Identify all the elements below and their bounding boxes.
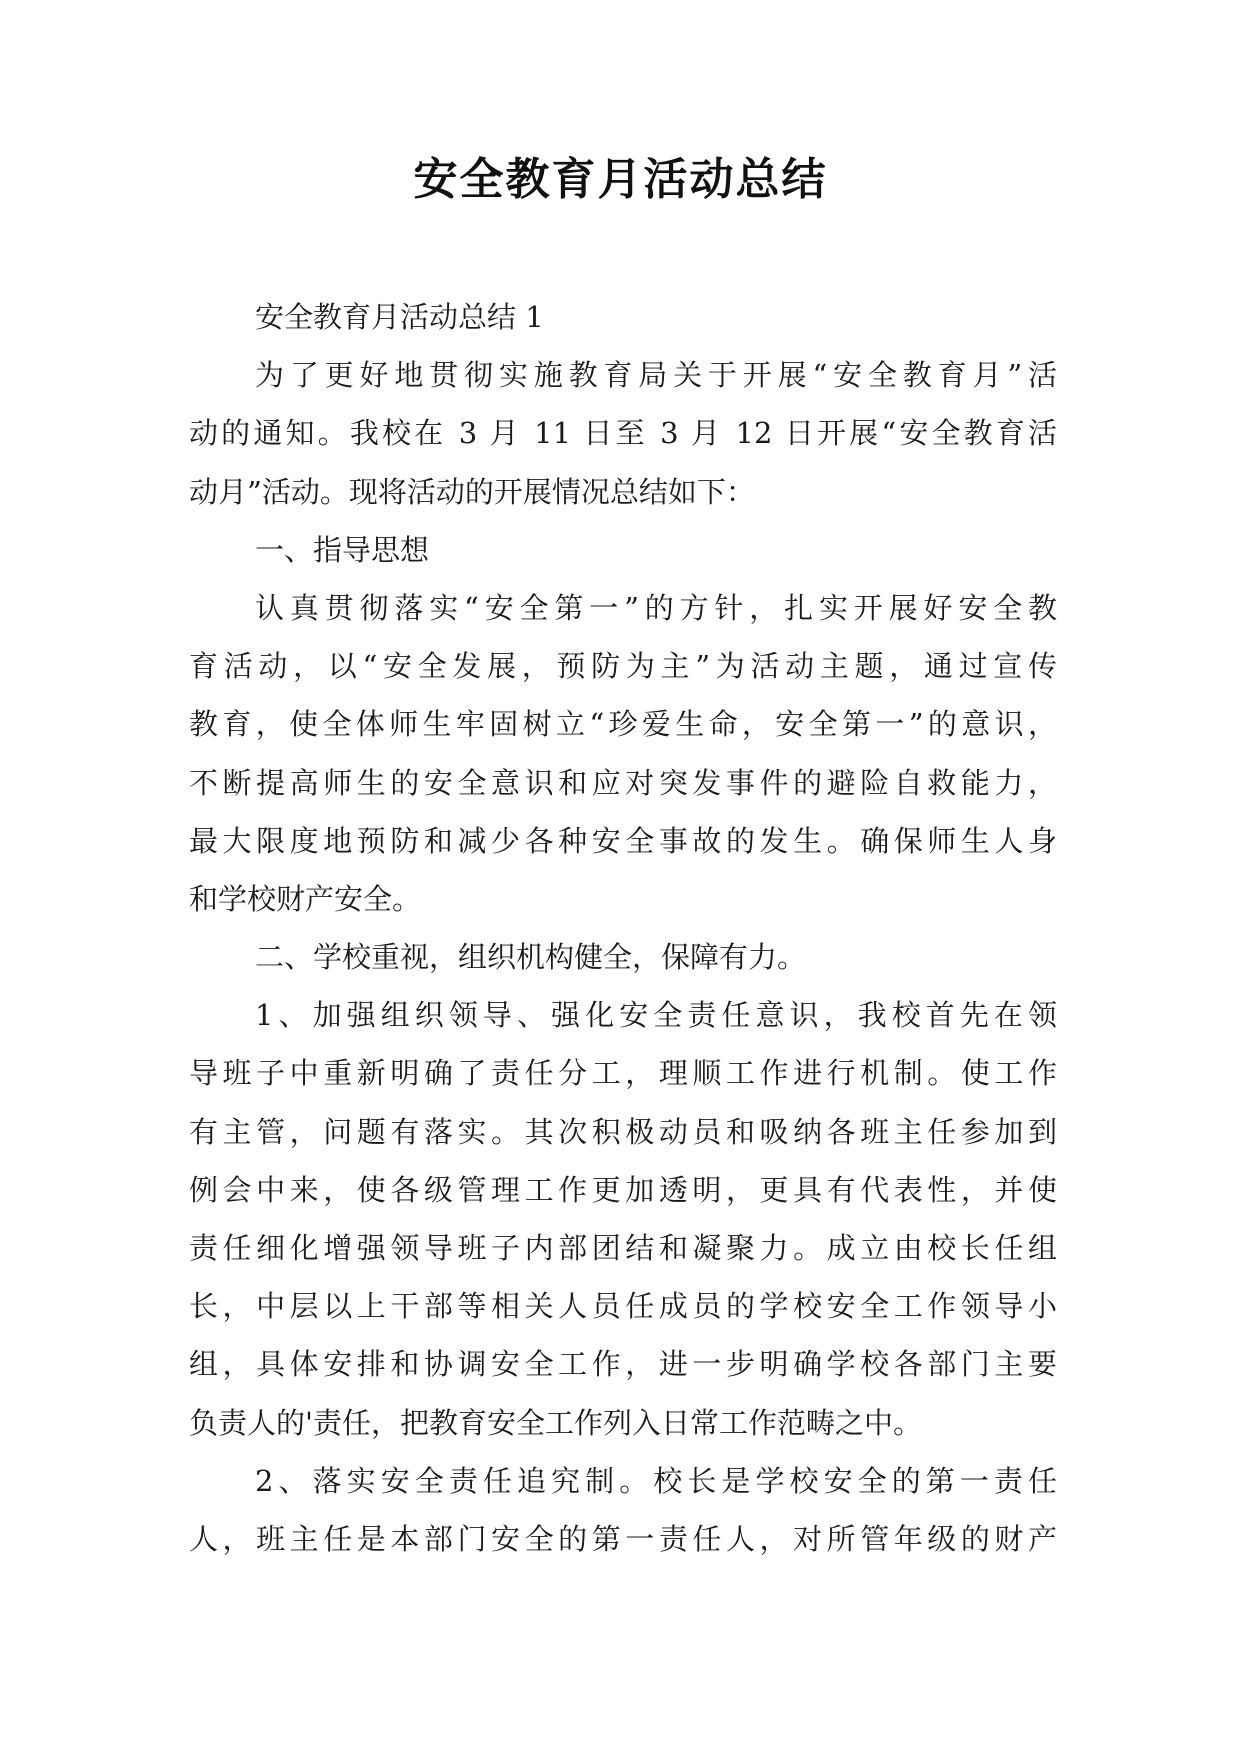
text-line: 育活动，以“安全发展，预防为主”为活动主题，通过宣传	[189, 649, 1057, 684]
text-line: 动的通知。我校在 3 月 11 日至 3 月 12 日开展“安全教育活	[189, 416, 1057, 451]
text-line: 有主管，问题有落实。其次积极动员和吸纳各班主任参加到	[189, 1114, 1057, 1149]
text-line: 为了更好地贯彻实施教育局关于开展“安全教育月”活	[255, 358, 1057, 393]
text-line: 动月”活动。现将活动的开展情况总结如下：	[189, 474, 755, 509]
text-line: 教育，使全体师生牢固树立“珍爱生命，安全第一”的意识，	[189, 707, 1057, 742]
text-line: 最大限度地预防和减少各种安全事故的发生。确保师生人身	[189, 823, 1057, 858]
text-line: 长，中层以上干部等相关人员任成员的学校安全工作领导小	[189, 1289, 1057, 1324]
text-line: 2、落实安全责任追究制。校长是学校安全的第一责任	[255, 1463, 1057, 1498]
text-line: 安全教育月活动总结 1	[255, 300, 544, 334]
text-line: 导班子中重新明确了责任分工，理顺工作进行机制。使工作	[189, 1056, 1057, 1091]
text-line: 和学校财产安全。	[189, 881, 422, 916]
text-line: 一、指导思想	[255, 532, 430, 567]
text-line: 不断提高师生的安全意识和应对突发事件的避险自救能力，	[189, 765, 1057, 800]
document-body	[189, 288, 1057, 1568]
text-line: 例会中来，使各级管理工作更加透明，更具有代表性，并使	[189, 1172, 1057, 1207]
text-line: 二、学校重视，组织机构健全，保障有力。	[255, 940, 807, 975]
text-line: 认真贯彻落实“安全第一”的方针，扎实开展好安全教	[255, 590, 1057, 625]
text-line: 人，班主任是本部门安全的第一责任人，对所管年级的财产	[189, 1521, 1057, 1556]
text-line: 负责人的'责任，把教育安全工作列入日常工作范畴之中。	[189, 1405, 922, 1440]
document-title: 安全教育月活动总结	[413, 154, 828, 205]
text-line: 组，具体安排和协调安全工作，进一步明确学校各部门主要	[189, 1347, 1057, 1382]
text-line: 责任细化增强领导班子内部团结和凝聚力。成立由校长任组	[189, 1231, 1057, 1265]
text-line: 1、加强组织领导、强化安全责任意识，我校首先在领	[255, 998, 1057, 1033]
